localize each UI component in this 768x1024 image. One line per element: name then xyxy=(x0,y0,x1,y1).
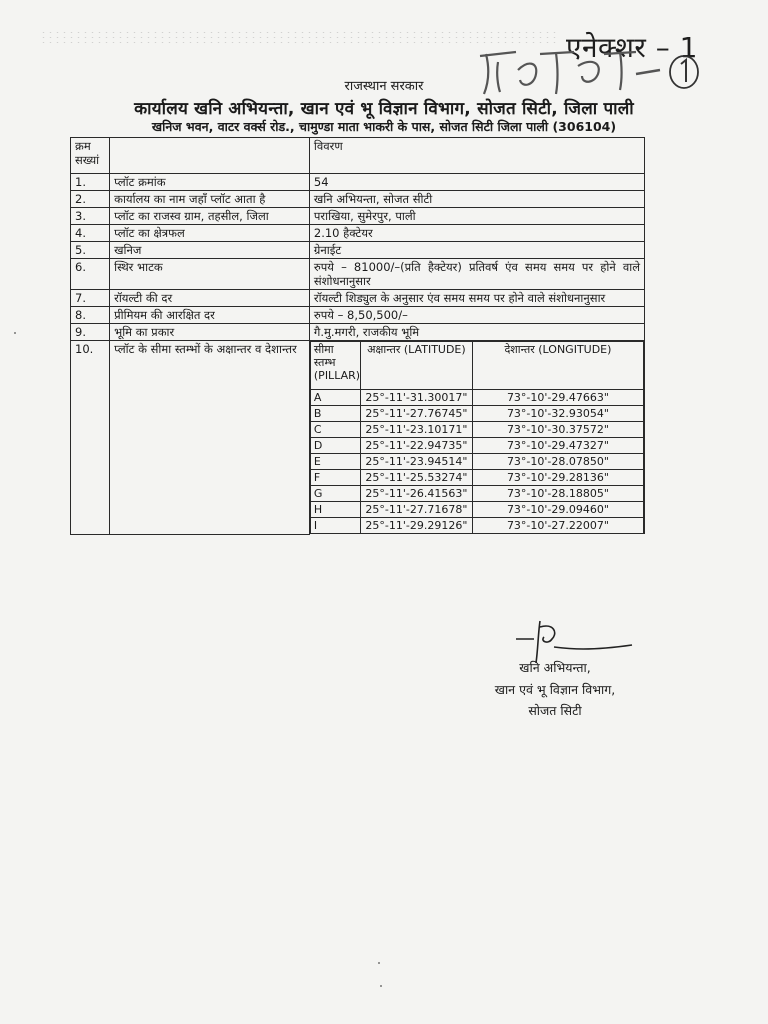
row-item: प्लॉट के सीमा स्तम्भों के अक्षान्तर व देशान्तर xyxy=(110,341,310,535)
scan-speck xyxy=(380,985,382,987)
row-item: प्लॉट का क्षेत्रफल xyxy=(110,225,310,242)
row-description: खनि अभियन्ता, सोजत सीटी xyxy=(309,191,644,208)
office-heading: कार्यालय खनि अभियन्ता, खान एवं भू विज्ञान विभाग, सोजत सिटी, जिला पाली xyxy=(134,99,634,119)
pillar-row xyxy=(310,518,643,534)
table-row xyxy=(71,191,645,208)
row-item: प्लॉट क्रमांक xyxy=(110,174,310,191)
pillar-id: F xyxy=(310,470,360,486)
row-sn: 9. xyxy=(71,324,110,341)
pillar-row xyxy=(310,390,643,406)
pillar-longitude: 73°-10'-28.18805" xyxy=(472,486,643,502)
table-row xyxy=(71,242,645,259)
row-item: खनिज xyxy=(110,242,310,259)
pillar-longitude: 73°-10'-29.09460" xyxy=(472,502,643,518)
table-row xyxy=(71,174,645,191)
header-description: विवरण xyxy=(309,138,644,174)
row-description: 54 xyxy=(309,174,644,191)
pillar-latitude: 25°-11'-27.71678" xyxy=(360,502,472,518)
coordinates-cell xyxy=(309,341,644,535)
header-pillar: सीमा स्तम्भ (PILLAR) xyxy=(310,342,360,390)
pillar-id: I xyxy=(310,518,360,534)
row-sn: 2. xyxy=(71,191,110,208)
table-row-boundary-pillars xyxy=(71,341,645,535)
row-item: कार्यालय का नाम जहाँ प्लॉट आता है xyxy=(110,191,310,208)
row-item: प्लॉट का राजस्व ग्राम, तहसील, जिला xyxy=(110,208,310,225)
row-sn: 10. xyxy=(71,341,110,535)
row-sn: 5. xyxy=(71,242,110,259)
pillar-longitude: 73°-10'-30.37572" xyxy=(472,422,643,438)
table-row xyxy=(71,259,645,290)
row-item: भूमि का प्रकार xyxy=(110,324,310,341)
pillar-row xyxy=(310,438,643,454)
pillar-longitude: 73°-10'-27.22007" xyxy=(472,518,643,534)
row-description: गै.मु.मगरी, राजकीय भूमि xyxy=(309,324,644,341)
pillar-longitude: 73°-10'-28.07850" xyxy=(472,454,643,470)
pillar-latitude: 25°-11'-25.53274" xyxy=(360,470,472,486)
row-sn: 8. xyxy=(71,307,110,324)
row-description: ग्रेनाईट xyxy=(309,242,644,259)
pillar-id: A xyxy=(310,390,360,406)
row-sn: 1. xyxy=(71,174,110,191)
table-header-row xyxy=(71,138,645,174)
row-sn: 6. xyxy=(71,259,110,290)
signature-designation: खनि अभियन्ता, xyxy=(519,660,591,675)
pillar-row xyxy=(310,406,643,422)
header-longitude: देशान्तर (LONGITUDE) xyxy=(472,342,643,390)
pillar-longitude: 73°-10'-29.47327" xyxy=(472,438,643,454)
row-sn: 7. xyxy=(71,290,110,307)
pillar-id: G xyxy=(310,486,360,502)
row-sn: 3. xyxy=(71,208,110,225)
row-item: स्थिर भाटक xyxy=(110,259,310,290)
pillar-id: B xyxy=(310,406,360,422)
pillar-id: E xyxy=(310,454,360,470)
pillar-longitude: 73°-10'-29.47663" xyxy=(472,390,643,406)
row-description: रुपये – 8,50,500/– xyxy=(309,307,644,324)
pillar-coordinates-table xyxy=(310,341,644,534)
header-sn: क्रम सख्यां xyxy=(71,138,110,174)
signature-block xyxy=(440,615,670,725)
row-item: रॉयल्टी की दर xyxy=(110,290,310,307)
pillar-row xyxy=(310,422,643,438)
pillar-latitude: 25°-11'-22.94735" xyxy=(360,438,472,454)
scan-speck xyxy=(14,332,16,334)
coords-header-row xyxy=(310,342,643,390)
pillar-latitude: 25°-11'-23.94514" xyxy=(360,454,472,470)
table-row xyxy=(71,225,645,242)
table-row xyxy=(71,208,645,225)
row-sn: 4. xyxy=(71,225,110,242)
office-address: खनिज भवन, वाटर वर्क्स रोड., चामुण्डा माता भाकरी के पास, सोजत सिटी जिला पाली (306104) xyxy=(151,119,617,134)
pillar-row xyxy=(310,454,643,470)
row-description: रॉयल्टी शिड्युल के अनुसार एंव समय समय पर होने वाले संशोधनानुसार xyxy=(309,290,644,307)
pillar-row xyxy=(310,470,643,486)
pillar-id: D xyxy=(310,438,360,454)
pillar-latitude: 25°-11'-26.41563" xyxy=(360,486,472,502)
pillar-row xyxy=(310,486,643,502)
scan-speck xyxy=(378,962,380,964)
pillar-latitude: 25°-11'-31.30017" xyxy=(360,390,472,406)
pillar-latitude: 25°-11'-29.29126" xyxy=(360,518,472,534)
pillar-longitude: 73°-10'-29.28136" xyxy=(472,470,643,486)
government-heading: राजस्थान सरकार xyxy=(344,79,424,94)
table-row xyxy=(71,290,645,307)
row-description: रुपये – 81000/–(प्रति हैक्टेयर) प्रतिवर्ष एंव समय समय पर होने वाले संशोधनानुसार xyxy=(309,259,644,290)
row-item: प्रीमियम की आरक्षित दर xyxy=(110,307,310,324)
pillar-id: H xyxy=(310,502,360,518)
pillar-id: C xyxy=(310,422,360,438)
row-description: पराखिया, सुमेरपुर, पाली xyxy=(309,208,644,225)
pillar-latitude: 25°-11'-23.10171" xyxy=(360,422,472,438)
pillar-row xyxy=(310,502,643,518)
header-item xyxy=(110,138,310,174)
pillar-latitude: 25°-11'-27.76745" xyxy=(360,406,472,422)
signature-location: सोजत सिटी xyxy=(528,703,582,718)
header-latitude: अक्षान्तर (LATITUDE) xyxy=(360,342,472,390)
table-row xyxy=(71,324,645,341)
table-row xyxy=(71,307,645,324)
annexure-label: एनेक्शर – 1 xyxy=(566,31,698,64)
plot-details-table xyxy=(70,137,645,535)
row-description: 2.10 हैक्टेयर xyxy=(309,225,644,242)
pillar-longitude: 73°-10'-32.93054" xyxy=(472,406,643,422)
signature-department: खान एवं भू विज्ञान विभाग, xyxy=(494,682,616,697)
